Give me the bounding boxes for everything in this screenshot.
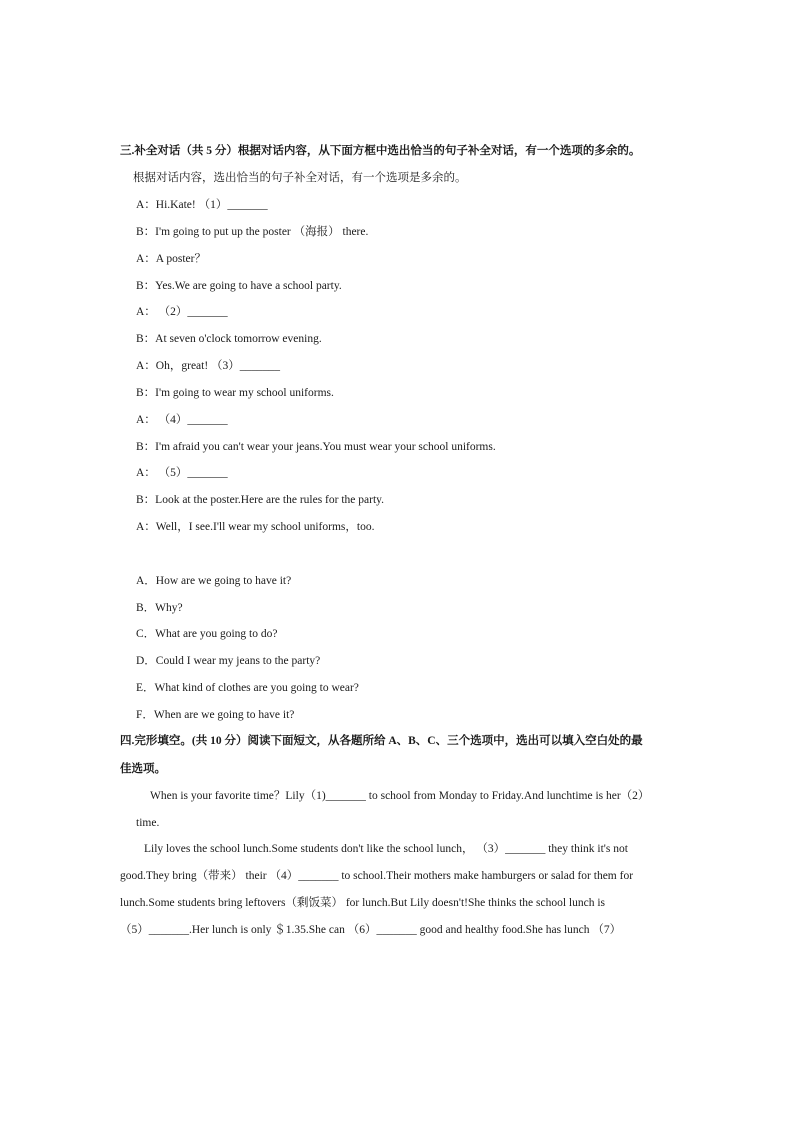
dialogue-line: A： （5）_______ — [136, 467, 228, 479]
passage-line: good.They bring（带来） their （4）_______ to school.Their mothers make hamburgers or salad for them for — [120, 870, 634, 882]
option-e: E．What kind of clothes are you going to wear? — [136, 682, 359, 694]
dialogue-line: A： （4）_______ — [136, 414, 228, 426]
option-f: F．When are we going to have it? — [136, 709, 295, 721]
dialogue-line: B：I'm going to wear my school uniforms. — [136, 387, 334, 399]
passage-line: lunch.Some students bring leftovers（剩饭菜） for lunch.But Lily doesn't!She thinks the school lunch is — [120, 897, 606, 909]
section-4-title-continued: 佳选项。 — [120, 763, 166, 775]
passage-line: time. — [136, 817, 160, 829]
dialogue-line: A：A poster？ — [136, 253, 206, 265]
passage-line: Lily loves the school lunch.Some students don't like the school lunch， （3）_______ they think it's not — [144, 843, 628, 855]
section-4-title: 四.完形填空。(共 10 分）阅读下面短文，从各题所给 A、B、C、三个选项中，选出可以填入空白处的最 — [120, 735, 643, 747]
dialogue-line: A：Oh，great! （3）_______ — [136, 360, 281, 372]
section-3-title: 三.补全对话（共 5 分）根据对话内容，从下面方框中选出恰当的句子补全对话，有一个选项的多余的。 — [120, 145, 641, 157]
option-d: D．Could I wear my jeans to the party? — [136, 655, 321, 667]
dialogue-line: A：Well，I see.I'll wear my school uniforms，too. — [136, 521, 375, 533]
dialogue-line: B：I'm afraid you can't wear your jeans.You must wear your school uniforms. — [136, 441, 496, 453]
dialogue-line: B：At seven o'clock tomorrow evening. — [136, 333, 322, 345]
passage-line: （5）_______.Her lunch is only ＄1.35.She can （6）_______ good and healthy food.She has lunch （7） — [120, 924, 622, 936]
section-3-instructions: 根据对话内容，选出恰当的句子补全对话，有一个选项是多余的。 — [133, 172, 467, 184]
dialogue-line: A： （2）_______ — [136, 306, 228, 318]
option-b: B．Why? — [136, 602, 183, 614]
dialogue-line: B：Look at the poster.Here are the rules for the party. — [136, 494, 385, 506]
option-a: A．How are we going to have it? — [136, 575, 292, 587]
passage-line: When is your favorite time？Lily（1)_______ to school from Monday to Friday.And lunchtime is her（2） — [150, 790, 650, 802]
dialogue-line: B：I'm going to put up the poster （海报） there. — [136, 226, 369, 238]
option-c: C．What are you going to do? — [136, 628, 278, 640]
dialogue-line: A：Hi.Kate! （1）_______ — [136, 199, 268, 211]
dialogue-line: B：Yes.We are going to have a school party. — [136, 280, 342, 292]
